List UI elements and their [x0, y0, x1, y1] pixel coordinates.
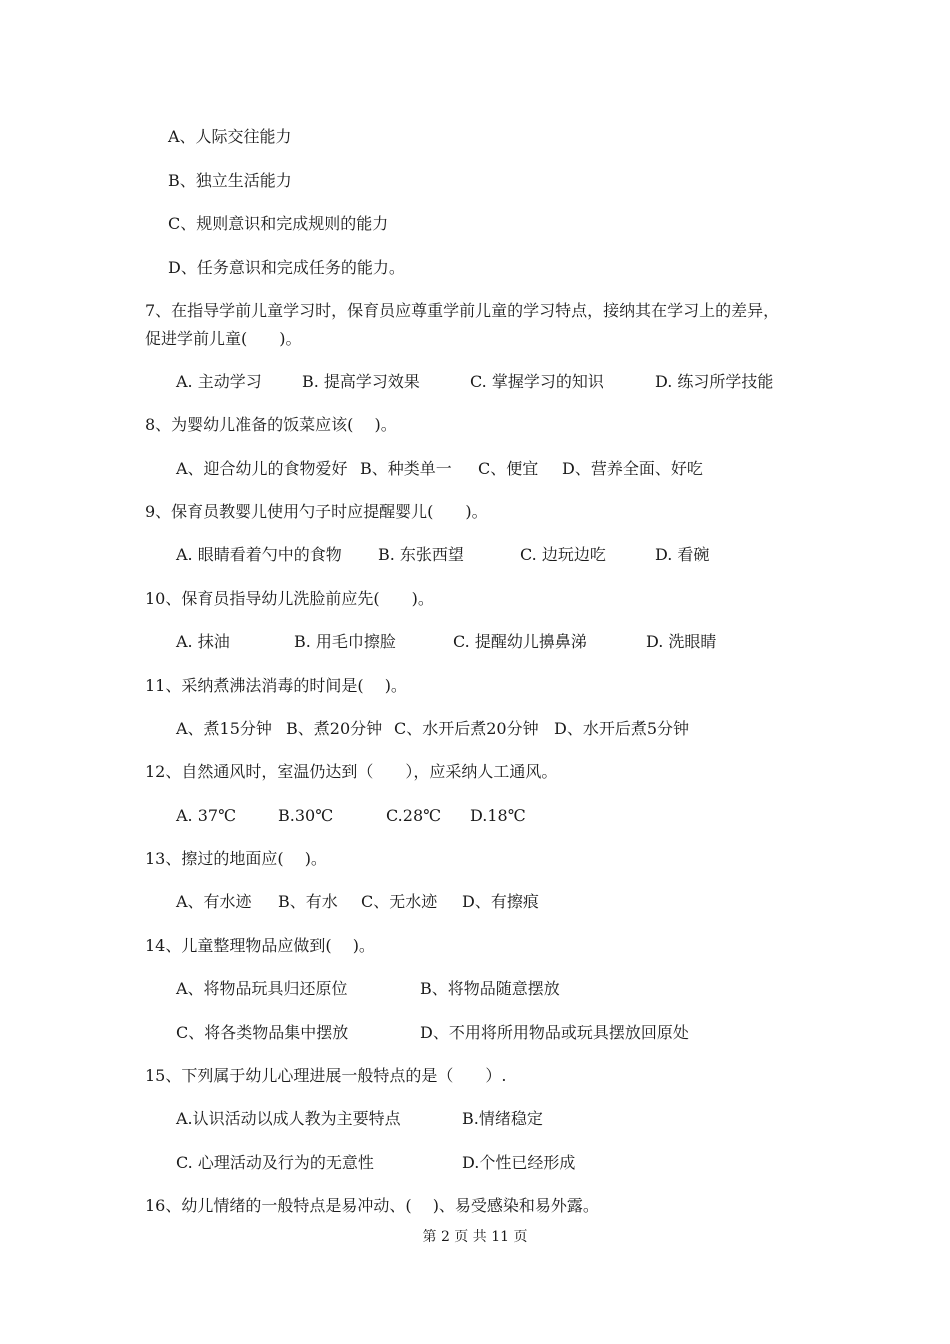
question-9-option-a: A. 眼睛看着勺中的食物 [176, 545, 342, 564]
question-10-option-d: D. 洗眼睛 [646, 632, 717, 651]
question-8-stem: 8、为婴幼儿准备的饭菜应该( )。 [145, 415, 397, 434]
question-8-option-d: D、营养全面、好吃 [562, 459, 703, 478]
question-15-option-c: C. 心理活动及行为的无意性 [176, 1153, 374, 1172]
question-7-option-d: D. 练习所学技能 [655, 372, 774, 391]
question-14-option-d: D、不用将所用物品或玩具摆放回原处 [420, 1023, 689, 1042]
question-14-option-a: A、将物品玩具归还原位 [176, 979, 348, 998]
question-7-option-a: A. 主动学习 [176, 372, 262, 391]
question-12-stem: 12、自然通风时，室温仍达到（ ），应采纳人工通风。 [145, 762, 558, 781]
question-13-stem: 13、擦过的地面应( )。 [145, 849, 327, 868]
question-14-option-b: B、将物品随意摆放 [420, 979, 560, 998]
question-9-option-c: C. 边玩边吃 [520, 545, 606, 564]
question-10-option-c: C. 提醒幼儿擤鼻涕 [453, 632, 587, 651]
question-13-option-a: A、有水迹 [176, 892, 252, 911]
question-11-option-d: D、水开后煮5分钟 [554, 719, 690, 738]
question-11-option-c: C、水开后煮20分钟 [394, 719, 539, 738]
question-7-stem-line-2: 促进学前儿童( )。 [145, 329, 302, 348]
question-7-option-c: C. 掌握学习的知识 [470, 372, 604, 391]
question-11-stem: 11、采纳煮沸法消毒的时间是( )。 [145, 676, 407, 695]
question-16-stem: 16、幼儿情绪的一般特点是易冲动、( )、易受感染和易外露。 [145, 1196, 599, 1215]
question-11-option-b: B、煮20分钟 [286, 719, 383, 738]
question-15-option-d: D.个性已经形成 [462, 1153, 576, 1172]
question-10-option-a: A. 抹油 [176, 632, 230, 651]
question-14-stem: 14、儿童整理物品应做到( )。 [145, 936, 375, 955]
question-13-option-b: B、有水 [278, 892, 338, 911]
question-12-option-d: D.18℃ [470, 806, 526, 825]
question-12-option-a: A. 37℃ [176, 806, 236, 825]
question-12-option-c: C.28℃ [386, 806, 442, 825]
question-9-option-d: D. 看碗 [655, 545, 710, 564]
prev-option-c: C、规则意识和完成规则的能力 [168, 214, 389, 233]
question-14-option-c: C、将各类物品集中摆放 [176, 1023, 349, 1042]
prev-option-a: A、人际交往能力 [168, 127, 292, 146]
prev-option-b: B、独立生活能力 [168, 171, 292, 190]
question-10-stem: 10、保育员指导幼儿洗脸前应先( )。 [145, 589, 434, 608]
question-9-stem: 9、保育员教婴儿使用勺子时应提醒婴儿( )。 [145, 502, 488, 521]
question-13-option-d: D、有擦痕 [462, 892, 539, 911]
question-13-option-c: C、无水迹 [361, 892, 438, 911]
question-11-option-a: A、煮15分钟 [176, 719, 272, 738]
question-8-option-b: B、种类单一 [360, 459, 452, 478]
prev-option-d: D、任务意识和完成任务的能力。 [168, 258, 405, 277]
question-8-option-c: C、便宜 [478, 459, 539, 478]
question-7-option-b: B. 提高学习效果 [302, 372, 420, 391]
question-10-option-b: B. 用毛巾擦脸 [294, 632, 396, 651]
question-9-option-b: B. 东张西望 [378, 545, 464, 564]
question-8-option-a: A、迎合幼儿的食物爱好 [176, 459, 348, 478]
question-12-option-b: B.30℃ [278, 806, 334, 825]
question-15-option-b: B.情绪稳定 [462, 1109, 543, 1128]
question-15-stem: 15、下列属于幼儿心理进展一般特点的是（ ）. [145, 1066, 507, 1085]
question-7-stem-line-1: 7、在指导学前儿童学习时，保育员应尊重学前儿童的学习特点，接纳其在学习上的差异， [145, 301, 780, 320]
page-footer: 第 2 页 共 11 页 [422, 1229, 528, 1245]
question-15-option-a: A.认识活动以成人教为主要特点 [176, 1109, 401, 1128]
